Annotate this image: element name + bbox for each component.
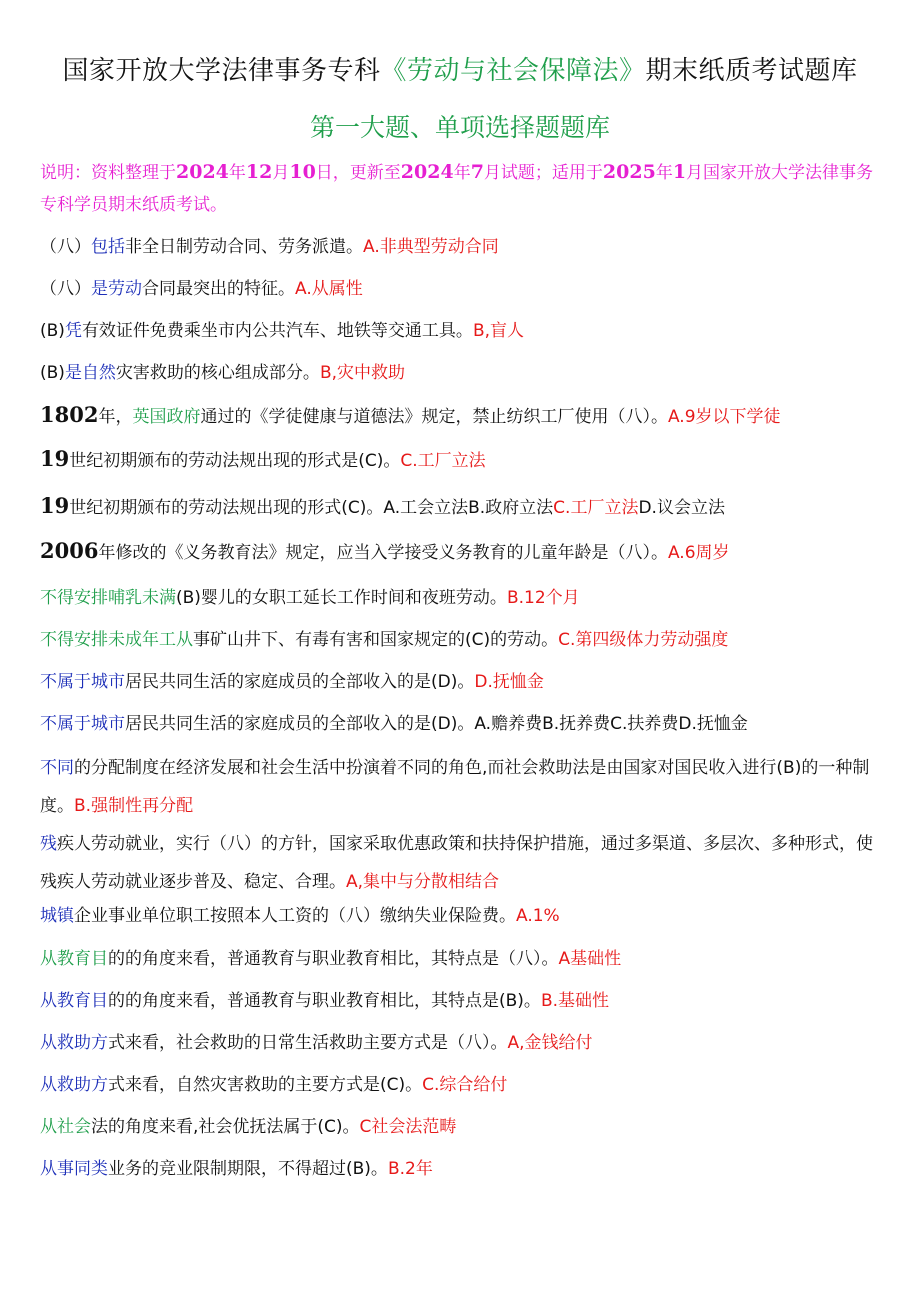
question-keyword: 残: [40, 834, 57, 854]
question-item: （八）包括非全日制劳动合同、劳务派遣。A.非典型劳动合同: [40, 237, 499, 257]
answer-text: C社会法范畴: [359, 1117, 457, 1137]
answer-text: A.从属性: [295, 279, 363, 299]
question-keyword: 从社会: [40, 1117, 91, 1137]
title-part-3: 期末纸质考试题库: [645, 56, 858, 86]
question-item: 不得安排哺乳未满(B)婴儿的女职工延长工作时间和夜班劳动。B.12个月: [40, 588, 580, 608]
question-keyword: 从教育目: [40, 991, 108, 1011]
question-keyword: 是自然: [64, 363, 116, 383]
question-item: 1802年，英国政府通过的《学徒健康与道德法》规定，禁止纺织工厂使用（八）。A.9岁以下学徒: [40, 402, 781, 427]
question-item: 从救助方式来看，自然灾害救助的主要方式是(C)。C.综合给付: [40, 1075, 508, 1095]
question-keyword: 不得安排未成年工从: [40, 630, 193, 650]
question-item: (B)是自然灾害救助的核心组成部分。B,灾中救助: [40, 363, 406, 383]
answer-text: A,集中与分散相结合: [346, 872, 500, 892]
answer-text: A.非典型劳动合同: [363, 237, 499, 257]
answer-text: C.综合给付: [422, 1075, 508, 1095]
question-item: 从教育目的的角度来看，普通教育与职业教育相比，其特点是（八）。A基础性: [40, 949, 622, 969]
answer-text: B.基础性: [540, 991, 610, 1011]
question-item: 19世纪初期颁布的劳动法规出现的形式是(C)。C.工厂立法: [40, 446, 486, 471]
question-keyword: 不属于城市: [40, 714, 125, 734]
question-keyword: 不同: [40, 758, 74, 778]
title-part-1: 国家开放大学法律事务专科: [62, 56, 381, 86]
answer-text: A.6周岁: [667, 543, 730, 563]
answer-text: C.第四级体力劳动强度: [558, 630, 729, 650]
answer-text: B,盲人: [472, 321, 525, 341]
description-note: 说明：资料整理于2024年12月10日，更新至2024年7月试题；适用于2025年1月国家开放大学法律事务专科学员期末纸质考试。: [40, 161, 874, 215]
question-keyword: 凭: [64, 321, 82, 341]
question-item: 从教育目的的角度来看，普通教育与职业教育相比，其特点是(B)。B.基础性: [40, 991, 610, 1011]
question-keyword: 从事同类: [40, 1159, 108, 1179]
question-keyword: 是劳动: [91, 279, 142, 299]
question-item: 2006年修改的《义务教育法》规定，应当入学接受义务教育的儿童年龄是（八）。A.6周岁: [40, 538, 730, 563]
answer-text: A.9岁以下学徒: [667, 407, 781, 427]
question-keyword: 城镇: [40, 906, 74, 926]
question-item: 从事同类业务的竞业限制期限，不得超过(B)。B.2年: [40, 1159, 433, 1179]
question-keyword: 不属于城市: [40, 672, 125, 692]
question-keyword: 从救助方: [40, 1033, 108, 1053]
question-keyword: 从救助方: [40, 1075, 108, 1095]
answer-text: A.1%: [516, 906, 560, 926]
answer-text: D.抚恤金: [474, 672, 544, 692]
question-item: 从社会法的角度来看,社会优抚法属于(C)。C社会法范畴: [40, 1117, 457, 1137]
question-item: 不属于城市居民共同生活的家庭成员的全部收入的是(D)。A.赡养费B.抚养费C.扶养费D.抚恤金: [40, 714, 748, 734]
question-item: (B)凭有效证件免费乘坐市内公共汽车、地铁等交通工具。B,盲人: [40, 321, 525, 341]
question-item: （八）是劳动合同最突出的特征。A.从属性: [40, 279, 363, 299]
question-item: 从救助方式来看，社会救助的日常生活救助主要方式是（八）。A,金钱给付: [40, 1033, 593, 1053]
question-keyword: 包括: [91, 237, 125, 257]
answer-text: A基础性: [558, 949, 622, 969]
question-item: 不得安排未成年工从事矿山井下、有毒有害和国家规定的(C)的劳动。C.第四级体力劳动强度: [40, 630, 729, 650]
title-course-name: 《劳动与社会保障法》: [380, 56, 646, 86]
question-item: 不属于城市居民共同生活的家庭成员的全部收入的是(D)。D.抚恤金: [40, 672, 544, 692]
question-keyword: 英国政府: [132, 407, 201, 427]
question-keyword: 从教育目: [40, 949, 108, 969]
answer-text: B.12个月: [506, 588, 580, 608]
answer-text: C.工厂立法: [553, 498, 639, 518]
question-item: 城镇企业事业单位职工按照本人工资的（八）缴纳失业保险费。A.1%: [40, 906, 560, 926]
answer-text: A,金钱给付: [507, 1033, 593, 1053]
section-title: 第一大题、单项选择题题库: [309, 113, 610, 142]
question-item: 残疾人劳动就业，实行（八）的方针，国家采取优惠政策和扶持保护措施，通过多渠道、多层次、多种形式，使残疾人劳动就业逐步普及、稳定、合理。A,集中与分散相结合: [40, 834, 873, 892]
question-item: 不同的分配制度在经济发展和社会生活中扮演着不同的角色,而社会救助法是由国家对国民收入进行(B)的一种制度。B.强制性再分配: [40, 758, 870, 816]
answer-text: B,灾中救助: [319, 363, 406, 383]
answer-text: C.工厂立法: [400, 451, 486, 471]
document-title: [0, 50, 920, 87]
answer-text: B.强制性再分配: [74, 796, 194, 816]
question-item: 19世纪初期颁布的劳动法规出现的形式(C)。A.工会立法B.政府立法C.工厂立法D.议会立法: [40, 493, 725, 518]
question-keyword: 不得安排哺乳未满: [40, 588, 176, 608]
answer-text: B.2年: [387, 1159, 433, 1179]
